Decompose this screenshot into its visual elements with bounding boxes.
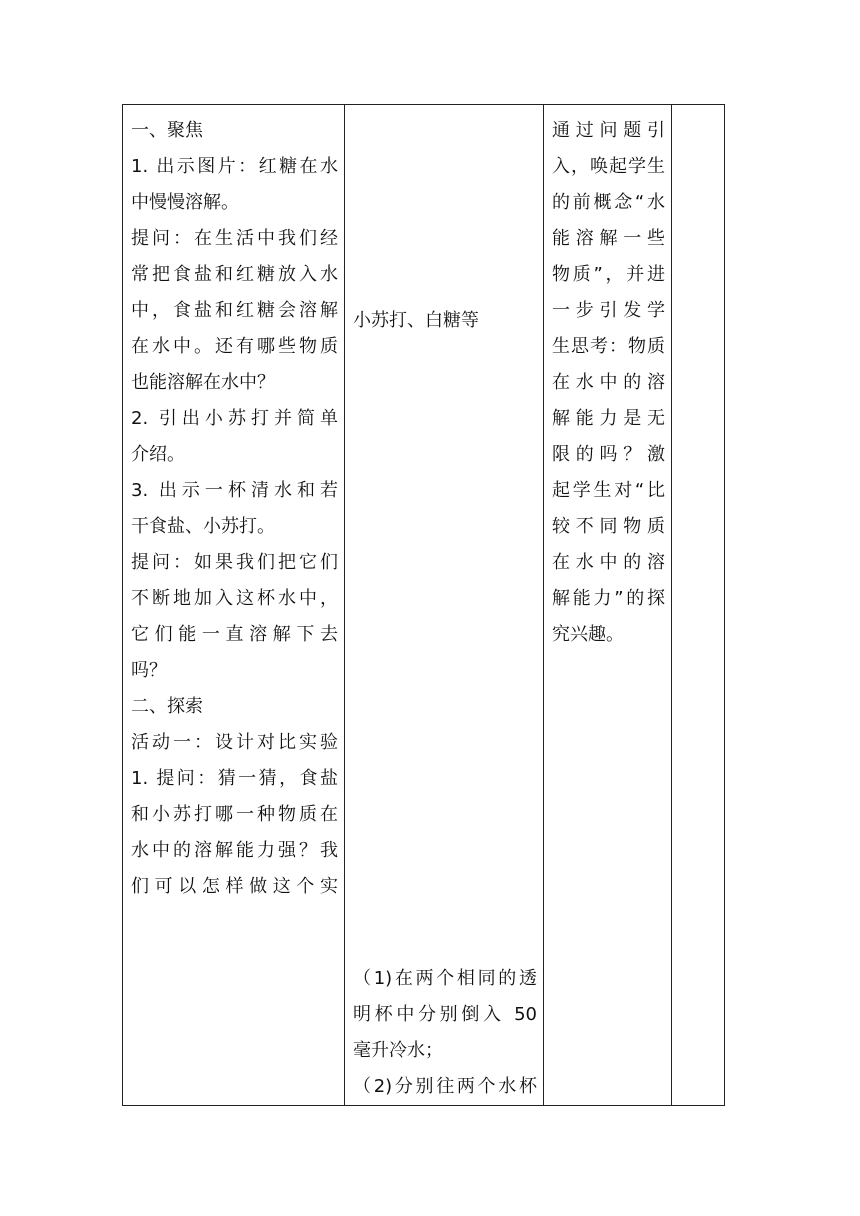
text-line: 2. 引出小苏打并简单 (131, 408, 338, 429)
text-line: 它们能一直溶解下去 (131, 624, 338, 645)
text-line: 究兴趣。 (552, 624, 624, 645)
text-line: 明杯中分别倒入 50 (353, 1004, 537, 1025)
text-line: 3. 出示一杯清水和若 (131, 480, 338, 501)
lesson-plan-table (122, 104, 725, 1106)
text-line: 1. 提问：猜一猜，食盐 (131, 768, 338, 789)
text-line: 入，唤起学生 (552, 156, 665, 177)
text-line: 生思考：物质 (552, 336, 665, 357)
text-line: （1)在两个相同的透 (353, 968, 537, 989)
text-line: 二、探索 (131, 696, 203, 717)
text-line: 水中的溶解能力强？我 (131, 840, 338, 861)
text-line: 常把食盐和红糖放入水 (131, 264, 338, 285)
text-line: 解能力”的探 (552, 588, 665, 609)
text-line: 在水中。还有哪些物质 (131, 336, 338, 357)
text-line: 活动一：设计对比实验 (131, 732, 338, 753)
text-line: 物质”，并进 (552, 264, 665, 285)
text-line: 通过问题引 (552, 120, 665, 141)
text-line: 一步引发学 (552, 300, 665, 321)
text-line: 也能溶解在水中？ (131, 372, 275, 393)
text-line: 较不同物质 (552, 516, 665, 537)
answer-line: 小苏打、白糖等 (353, 310, 479, 331)
table-row (123, 105, 725, 1106)
text-line: 解能力是无 (552, 408, 665, 429)
text-line: 起学生对“比 (552, 480, 665, 501)
text-line: 在水中的溶 (552, 372, 665, 393)
text-line: 能溶解一些 (552, 228, 665, 249)
text-line: 中，食盐和红糖会溶解 (131, 300, 338, 321)
text-line: 不断地加入这杯水中， (131, 588, 338, 609)
text-line: 介绍。 (131, 444, 185, 465)
text-line: 限的吗？激 (552, 444, 665, 465)
text-line: 和小苏打哪一种物质在 (131, 804, 338, 825)
text-line: 毫升冷水； (353, 1040, 443, 1061)
notes-cell (672, 105, 725, 1106)
text-line: 提问：在生活中我们经 (131, 228, 338, 249)
teaching-process-cell (123, 105, 345, 1106)
text-line: 1. 出示图片：红糖在水 (131, 156, 338, 177)
text-line: 中慢慢溶解。 (131, 192, 239, 213)
text-line: （2)分别往两个水杯 (353, 1076, 537, 1097)
text-line: 吗？ (131, 660, 167, 681)
student-activity-cell (345, 105, 544, 1106)
text-line: 提问：如果我们把它们 (131, 552, 338, 573)
text-line: 的前概念“水 (552, 192, 665, 213)
text-line: 干食盐、小苏打。 (131, 516, 275, 537)
text-line: 一、聚焦 (131, 120, 203, 141)
design-intent-cell (544, 105, 672, 1106)
text-line: 在水中的溶 (552, 552, 665, 573)
text-line: 们可以怎样做这个实 (131, 876, 338, 897)
